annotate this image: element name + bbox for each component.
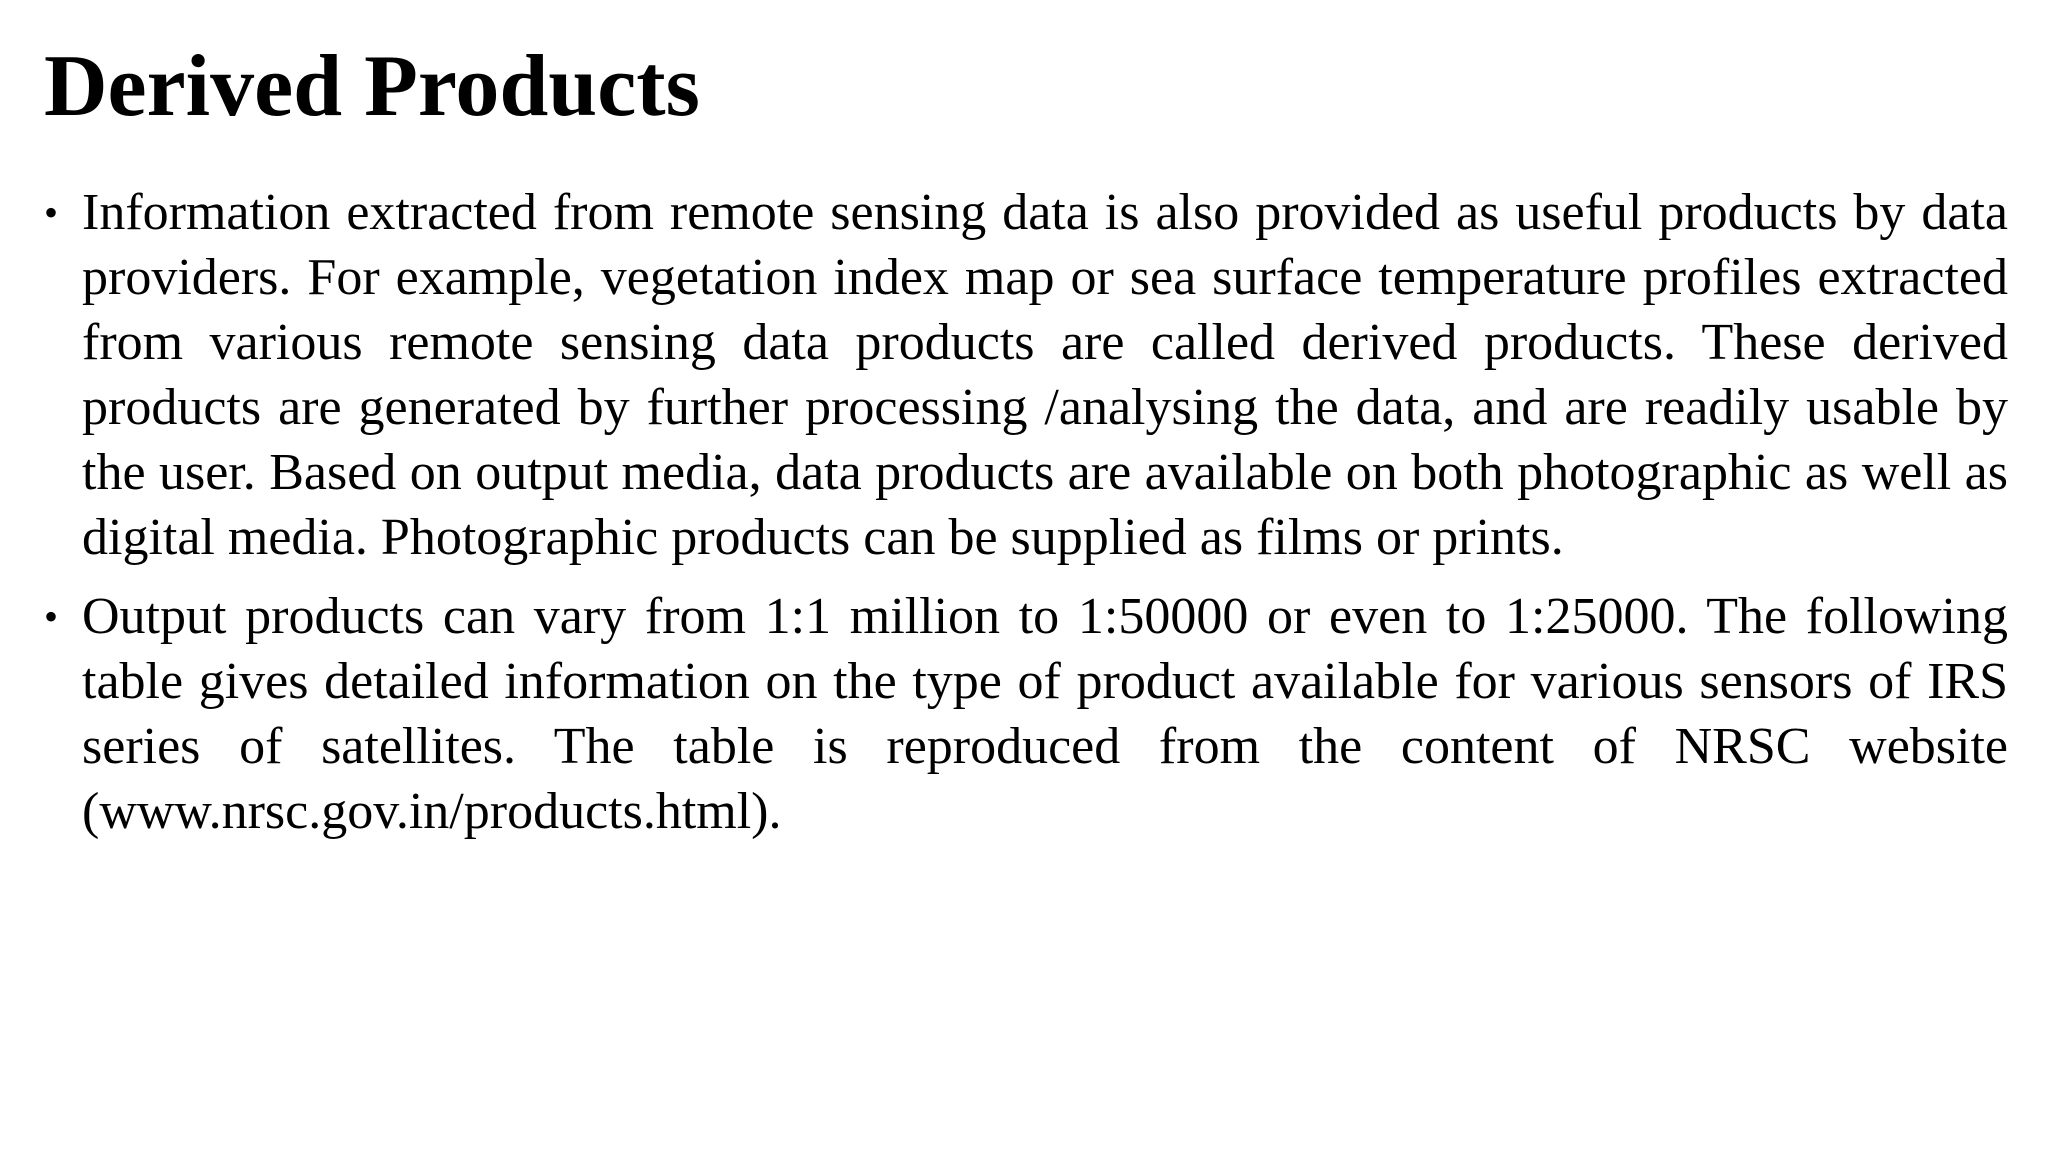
bullet-text: Output products can vary from 1:1 million to 1:50000 or even to 1:25000. The following table gives detailed information on the type of product available for various sensors of IRS series of satellites. The table is reproduced from the content of NRSC website (www.nrsc.gov.in/products.html). xyxy=(82,588,2008,840)
bullet-marker: • xyxy=(44,190,59,235)
slide-title: Derived Products xyxy=(44,38,700,135)
bullet-marker: • xyxy=(44,594,59,639)
bullet-text: Information extracted from remote sensing data is also provided as useful products by data providers. For example, vegetation index map or sea surface temperature profiles extracted from various remote sensing data products are called derived products. These derived products are generated by further processing /analysing the data, and are readily usable by the user. Based on output media, data products are available on both photographic as well as digital media. Photographic products can be supplied as films or prints. xyxy=(82,184,2008,566)
bullet-item-output-products xyxy=(44,584,2008,844)
bullet-item-derived-info xyxy=(44,180,2008,570)
bullet-list xyxy=(44,180,2008,858)
